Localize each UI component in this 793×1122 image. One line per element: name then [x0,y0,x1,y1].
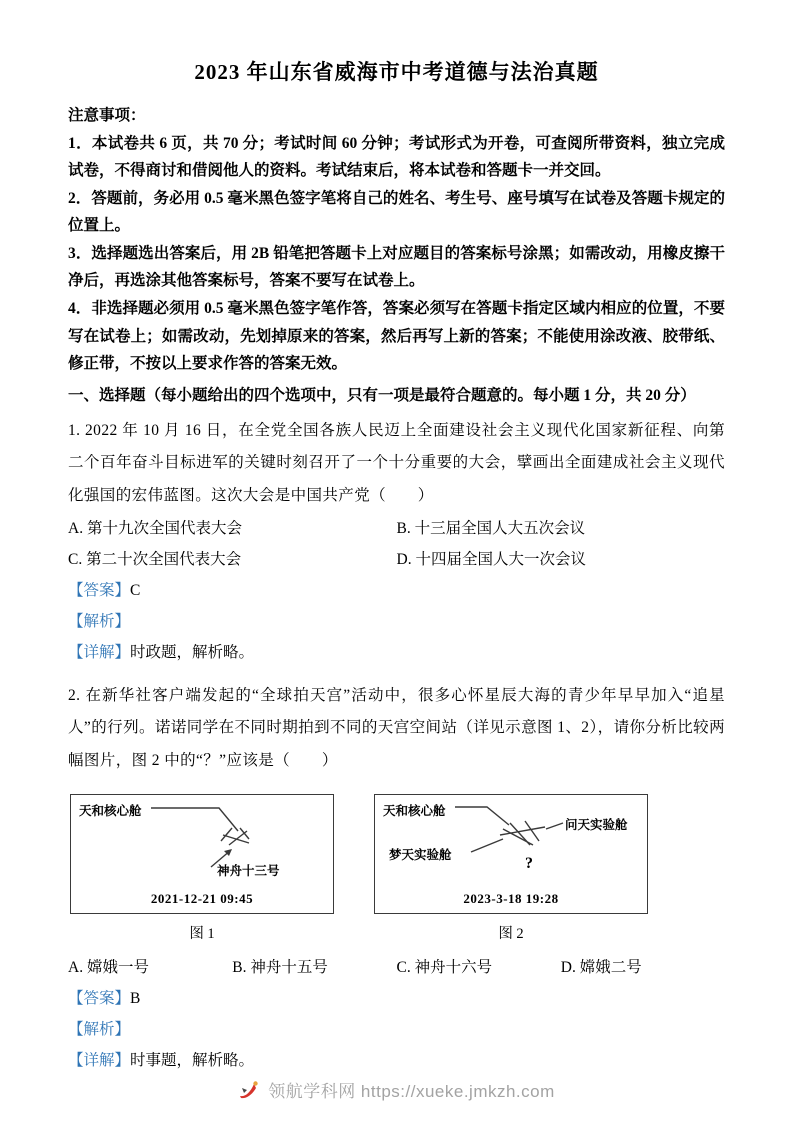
figure-1-image [70,794,334,914]
figure-2-label-wentian: 问天实验舱 [565,817,628,832]
question-2-option-d: D. 嫦娥二号 [560,958,642,976]
analysis-label: 【解析】 [68,1020,131,1038]
question-2-detail-line [68,1045,725,1076]
detail-label: 【详解】 [68,1051,131,1069]
question-2-answer: B [130,989,141,1007]
question-2-answer-line [68,983,725,1014]
footer-watermark-text: 领航学科网 https://xueke.jmkzh.com [268,1082,555,1101]
figure-2 [374,794,648,943]
section-heading-choice-questions: 一、选择题（每小题给出的四个选项中，只有一项是最符合题意的。每小题 1 分，共 20 分） [68,386,696,404]
question-2-option-c: C. 神舟十六号 [396,958,493,976]
question-1-stem: 1. 2022 年 10 月 16 日，在全党全国各族人民迈上全面建设社会主义现代化国家新征程、向第二个百年奋斗目标进军的关键时刻召开了一个十分重要的大会，擘画出全面建成社会主义现代化强国的宏伟蓝图。这次大会是中国共产党（ ） [68,421,725,504]
figure-1-timestamp: 2021-12-21 09:45 [150,890,254,906]
question-1-option-c: C. 第二十次全国代表大会 [68,550,242,568]
notice-item-1: 1．本试卷共 6 页，共 70 分；考试时间 60 分钟；考试形式为开卷，可查阅所带资料，独立完成试卷，不得商讨和借阅他人的资料。考试结束后，将本试卷和答题卡一并交回。 [68,134,725,180]
figure-1-label-core-module: 天和核心舱 [79,803,142,818]
question-1-option-d: D. 十四届全国人大一次会议 [396,550,586,568]
detail-label: 【详解】 [68,643,131,661]
question-2-option-b: B. 神舟十五号 [232,958,328,976]
question-1-analysis-line [68,606,725,637]
figure-1-caption: 图 1 [189,925,215,942]
figure-1-label-shenzhou-13: 神舟十三号 [217,863,280,878]
question-2-stem: 2. 在新华社客户端发起的“全球拍天宫”活动中，很多心怀星辰大海的青少年早早加入“追星人”的行列。诺诺同学在不同时期拍到不同的天宫空间站（详见示意图 1、2），请你分析比较两幅图片，图 2 中的“？”应该是（ ） [68,686,725,769]
answer-label: 【答案】 [68,989,131,1007]
question-1-option-b: B. 十三届全国人大五次会议 [396,520,586,538]
question-2-options [68,953,725,983]
xueke-logo-icon [238,1079,260,1101]
figure-2-question-mark: ? [525,854,533,872]
question-1-options [68,514,725,574]
answer-label: 【答案】 [68,581,131,599]
notice-item-2: 2．答题前，务必用 0.5 毫米黑色签字笔将自己的姓名、考生号、座号填写在试卷及答题卡规定的位置上。 [68,189,725,235]
figure-2-label-mengtian: 梦天实验舱 [389,847,452,862]
question-1-detail-text: 时政题，解析略。 [130,643,255,661]
figure-2-timestamp: 2023-3-18 19:28 [463,890,559,906]
notice-item-4: 4．非选择题必须用 0.5 毫米黑色签字笔作答，答案必须写在答题卡指定区域内相应的位置，不要写在试卷上；如需改动，先划掉原来的答案，然后再写上新的答案；不能使用涂改液、胶带纸、修正带，不按以上要求作答的答案无效。 [68,300,725,373]
figure-1 [70,794,334,943]
question-2-block [68,680,725,1076]
notice-item-3: 3．选择题选出答案后，用 2B 铅笔把答题卡上对应题目的答案标号涂黑；如需改动，用橡皮擦干净后，再选涂其他答案标号，答案不要写在试卷上。 [68,244,725,290]
question-2-analysis-line [68,1014,725,1045]
figure-2-caption: 图 2 [498,925,524,942]
footer-watermark [0,1077,793,1102]
notice-heading: 注意事项： [68,107,146,124]
question-2-detail-text: 时事题，解析略。 [130,1051,255,1069]
figure-2-image [374,794,648,914]
question-1-answer: C [130,581,141,599]
question-2-option-a: A. 嫦娥一号 [68,958,149,976]
analysis-label: 【解析】 [68,612,131,630]
question-1-option-a: A. 第十九次全国代表大会 [68,520,242,538]
page-title: 2023 年山东省威海市中考道德与法治真题 [194,60,599,84]
question-1-detail-line [68,637,725,668]
question-1-answer-line [68,575,725,606]
figure-row [70,794,725,943]
figure-2-label-core-module: 天和核心舱 [383,803,446,818]
